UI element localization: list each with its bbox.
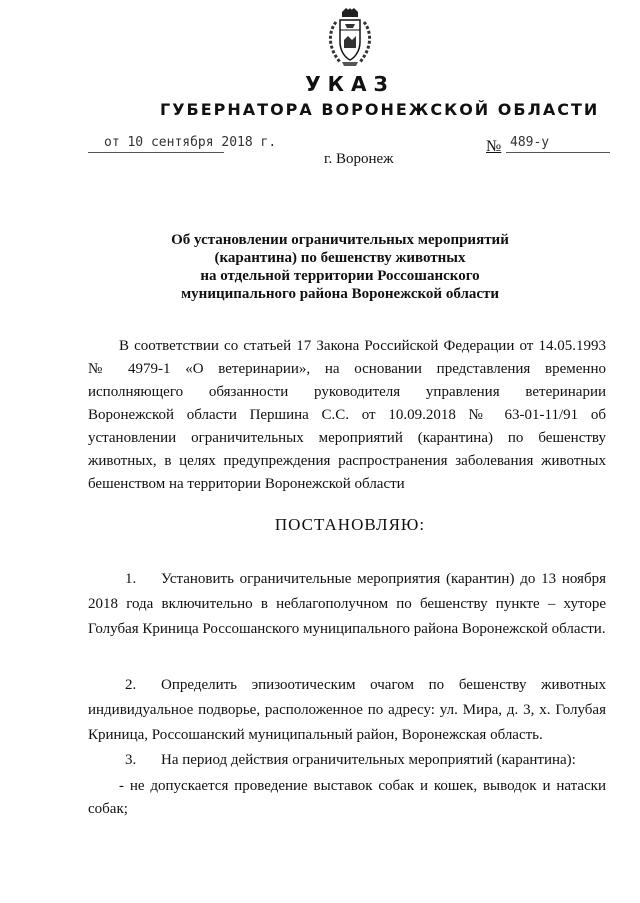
item-text: На период действия ограничительных мероприятий (карантина): [161, 752, 576, 768]
decree-date: от 10 сентября 2018 г. [104, 135, 277, 150]
date-underline [88, 152, 224, 153]
item-number: 2. [125, 677, 137, 693]
coat-of-arms-emblem [326, 8, 374, 70]
decree-word: ПОСТАНОВЛЯЮ: [274, 515, 426, 534]
preamble-paragraph: В соответствии со статьей 17 Закона Российской Федерации от 14.05.1993 № 4979-1 «О ветеринарии», на основании представления временно исполняющего обязанности руководителя управления ветеринарии Воронежской области Першина С.С. от 10.09.2018 № 63-01-11/91 об установлении ограничительных мероприятий (карантина) по бешенству животных, в целях предупреждения распространения заболевания животных бешенством на территории Воронежской области [88, 338, 606, 492]
issue-city: г. Воронеж [324, 151, 394, 167]
document-subtitle: ГУБЕРНАТОРА ВОРОНЕЖСКОЙ ОБЛАСТИ [160, 100, 600, 119]
item-1 [88, 567, 606, 642]
number-underline [506, 152, 610, 153]
item-number: 1. [125, 571, 137, 587]
heading-line: Об установлении ограничительных мероприятий [171, 232, 509, 248]
item-text: Установить ограничительные мероприятия (карантин) до 13 ноября 2018 года включительно в неблагополучном по бешенству пункте – хуторе Голубая Криница Россошанского муниципального района Воронежской области. [88, 571, 606, 637]
item-2 [88, 673, 606, 748]
heading-line: муниципального района Воронежской области [180, 286, 500, 302]
decree-heading [130, 231, 550, 303]
document-title: УКАЗ [305, 72, 395, 96]
decree-number-label: № [486, 138, 502, 155]
heading-line: (карантина) по бешенству животных [214, 250, 466, 266]
decree-number: 489-у [510, 135, 550, 150]
heading-line: на отдельной территории Россошанского [200, 268, 480, 284]
item-number: 3. [125, 752, 137, 768]
item-3 [88, 749, 606, 772]
sub-item: - не допускается проведение выставок собак и кошек, выводок и натаски собак; [88, 778, 606, 817]
item-text: Определить эпизоотическим очагом по бешенству животных индивидуальное подворье, расположенное по адресу: ул. Мира, д. 3, х. Голубая Криница, Россошанский муниципальный район, Воронежская область. [88, 677, 606, 743]
